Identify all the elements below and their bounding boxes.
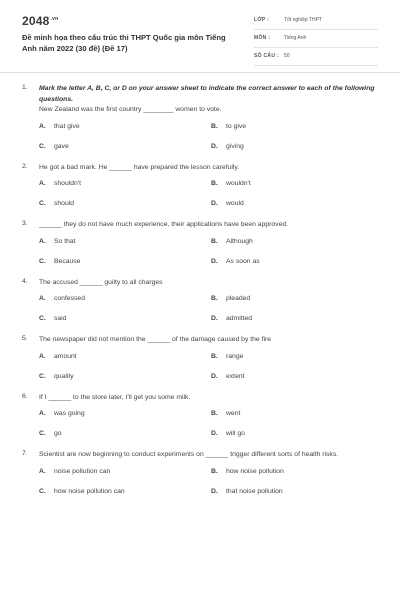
question-instruction: Mark the letter A, B, C, or D on your answer sheet to indicate the correct answer to each of the following questions. (39, 85, 375, 103)
option-letter: A. (39, 467, 46, 475)
option-letter: B. (211, 410, 218, 417)
option-letter: D. (211, 257, 218, 265)
option-letter: D. (211, 200, 218, 207)
meta-value: Tiếng Anh (284, 35, 307, 41)
option-text: extent (226, 372, 245, 380)
option-letter: A. (39, 122, 46, 130)
option-text: amount (54, 352, 77, 360)
answer-option[interactable] (39, 315, 211, 322)
header-divider (0, 72, 400, 73)
answer-option[interactable] (39, 430, 211, 437)
question-number: 6. (22, 392, 28, 400)
option-letter: D. (211, 487, 218, 495)
option-letter: C. (39, 487, 46, 495)
question-number: 2. (22, 162, 28, 170)
answer-option[interactable] (39, 410, 211, 417)
logo-suffix: .vn (50, 16, 59, 22)
option-text: went (226, 410, 241, 417)
meta-value: 50 (284, 53, 290, 59)
answer-options (39, 353, 382, 380)
option-text: pleaded (226, 295, 251, 302)
option-letter: A. (39, 237, 46, 245)
answer-options (39, 295, 382, 322)
option-letter: C. (39, 430, 46, 437)
option-letter: D. (211, 430, 218, 437)
option-text: would (226, 200, 244, 207)
option-letter: C. (39, 142, 46, 150)
option-letter: A. (39, 410, 46, 417)
answer-option[interactable] (211, 410, 383, 417)
answer-option[interactable] (211, 123, 383, 130)
option-text: go (54, 430, 62, 437)
answer-option[interactable] (211, 468, 383, 475)
answer-option[interactable] (211, 180, 383, 187)
option-letter: D. (211, 315, 218, 322)
answer-option[interactable] (211, 315, 383, 322)
option-letter: B. (211, 295, 218, 302)
answer-option[interactable] (39, 180, 211, 187)
option-letter: C. (39, 372, 46, 380)
option-text: gave (54, 142, 69, 150)
question (22, 450, 382, 495)
option-text: will go (226, 430, 245, 437)
document-title: Đề minh họa theo cấu trúc thi THPT Quốc gia môn Tiếng Anh năm 2022 (30 đề) (Đề 17) (22, 33, 226, 53)
logo-text: 2048 (22, 14, 50, 28)
option-letter: C. (39, 200, 46, 207)
question-text: New Zealand was the first country ________ women to vote. (39, 106, 222, 113)
answer-option[interactable] (39, 353, 211, 360)
option-text: quality (54, 372, 74, 380)
option-letter: C. (39, 315, 46, 322)
option-text: noise pollution can (54, 467, 111, 475)
site-logo[interactable] (22, 14, 58, 28)
answer-option[interactable] (211, 353, 383, 360)
question-text: If I ______ to the store later, I'll get you some milk. (39, 393, 191, 401)
option-letter: D. (211, 142, 218, 150)
option-text: confessed (54, 295, 85, 302)
option-letter: B. (211, 467, 218, 475)
question-text: The newspaper did not mention the ______ of the damage caused by the fire (39, 336, 272, 343)
document-header (22, 14, 378, 70)
option-text: admitted (226, 315, 253, 322)
answer-option[interactable] (39, 143, 211, 150)
option-letter: D. (211, 372, 218, 380)
answer-option[interactable] (39, 258, 211, 265)
question (22, 278, 382, 323)
option-text: said (54, 315, 67, 322)
option-letter: B. (211, 237, 218, 245)
meta-row-class (254, 14, 378, 30)
meta-row-question-count (254, 50, 378, 66)
answer-option[interactable] (39, 373, 211, 380)
answer-options (39, 180, 382, 207)
answer-option[interactable] (39, 468, 211, 475)
option-text: how noise pollution can (54, 487, 125, 495)
option-letter: A. (39, 352, 46, 360)
question-number: 7. (22, 450, 28, 457)
answer-option[interactable] (211, 295, 383, 302)
question-number: 3. (22, 220, 28, 227)
option-text: to give (226, 122, 247, 130)
answer-options (39, 238, 382, 265)
answer-option[interactable] (211, 373, 383, 380)
option-letter: B. (211, 122, 218, 130)
question-number: 5. (22, 335, 28, 342)
question-text: Scientist are now beginning to conduct experiments on ______ trigger different sorts of health risks. (39, 451, 339, 458)
meta-label: MÔN : (254, 35, 271, 41)
option-text: wouldn't (226, 180, 251, 187)
question (22, 84, 382, 150)
question (22, 335, 382, 380)
answer-option[interactable] (39, 238, 211, 245)
option-text: that give (54, 122, 80, 130)
answer-option[interactable] (211, 258, 383, 265)
option-text: Although (226, 237, 253, 245)
answer-option[interactable] (39, 488, 211, 495)
option-text: As soon as (226, 257, 260, 265)
meta-label: SỐ CÂU : (254, 53, 279, 59)
option-letter: A. (39, 180, 46, 187)
meta-row-subject (254, 32, 378, 48)
answer-option[interactable] (211, 488, 383, 495)
answer-option[interactable] (211, 143, 383, 150)
answer-option[interactable] (39, 200, 211, 207)
option-text: that noise pollution (226, 487, 283, 495)
answer-option[interactable] (39, 123, 211, 130)
answer-options (39, 410, 382, 437)
question-number: 4. (22, 277, 28, 285)
question-text: The accused ______ guilty to all charges (39, 278, 163, 286)
option-text: So that (54, 237, 76, 245)
question-number: 1. (22, 84, 28, 91)
option-letter: C. (39, 257, 46, 265)
question (22, 393, 382, 438)
option-text: Because (54, 257, 81, 265)
answer-options (39, 123, 382, 150)
answer-option[interactable] (39, 295, 211, 302)
meta-value: Tốt nghiệp THPT (284, 17, 322, 23)
option-text: was going (54, 410, 85, 417)
question-text: He got a bad mark. He ______ have prepared the lesson carefully. (39, 163, 240, 171)
option-letter: B. (211, 352, 218, 360)
option-text: shouldn't (54, 180, 81, 187)
answer-option[interactable] (211, 430, 383, 437)
question (22, 220, 382, 265)
meta-panel (254, 14, 378, 68)
option-text: should (54, 200, 75, 207)
option-text: range (226, 352, 244, 360)
answer-options (39, 468, 382, 495)
answer-option[interactable] (211, 238, 383, 245)
option-letter: A. (39, 295, 46, 302)
option-letter: B. (211, 180, 218, 187)
question-list (22, 84, 382, 508)
meta-label: LỚP : (254, 17, 270, 23)
question-text: ______ they do not have much experience, their applications have been approved. (39, 221, 289, 228)
answer-option[interactable] (211, 200, 383, 207)
question (22, 163, 382, 208)
option-text: giving (226, 142, 244, 150)
option-text: how noise pollution (226, 467, 284, 475)
